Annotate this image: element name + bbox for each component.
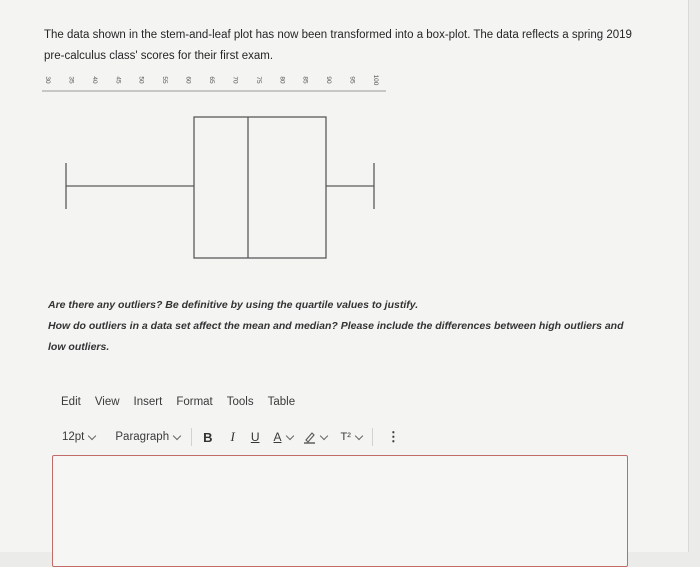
text-color-button[interactable] (274, 430, 293, 444)
axis-tick-label: 85 (301, 76, 309, 84)
chevron-down-icon (319, 431, 327, 439)
text-color-icon: A (273, 430, 282, 444)
question-mean-median-line-1: How do outliers in a data set affect the mean and median? Please include the differences between high outliers and (48, 320, 624, 332)
question-mean-median-line-2: low outliers. (48, 341, 110, 353)
chevron-down-icon (285, 431, 293, 439)
axis-tick-label: 65 (208, 76, 215, 84)
box-plot-figure (66, 117, 374, 258)
axis-tick-label: 100 (372, 74, 379, 86)
axis-tick-label: 95 (348, 76, 356, 84)
block-format-value: Paragraph (115, 431, 170, 443)
editor-menubar (61, 396, 295, 408)
more-vertical-icon[interactable]: ⋮ (386, 429, 400, 444)
bold-button[interactable]: B (203, 429, 213, 445)
axis-tick-label: 50 (137, 76, 145, 84)
chevron-down-icon (355, 431, 363, 439)
font-size-value: 12pt (62, 431, 85, 443)
menu-format[interactable]: Format (176, 396, 213, 408)
axis-tick-label: 35 (67, 76, 75, 84)
toolbar-divider (372, 428, 373, 446)
chevron-down-icon (88, 431, 96, 439)
question-outliers: Are there any outliers? Be definitive by using the quartile values to justify. (48, 299, 419, 311)
menu-table[interactable]: Table (267, 396, 296, 408)
highlighter-icon (303, 431, 316, 444)
axis-tick-label: 90 (325, 76, 333, 84)
prompt-line-2: pre-calculus class' scores for their first exam. (44, 50, 274, 62)
axis-tick-label: 80 (278, 76, 286, 84)
highlight-color-button[interactable] (303, 431, 327, 444)
axis-tick-label: 40 (90, 76, 98, 84)
menu-insert[interactable]: Insert (133, 396, 163, 408)
prompt-line-1: The data shown in the stem-and-leaf plot has now been transformed into a box-plot. The data reflects a spring 2019 (44, 29, 632, 41)
axis-tick-label: 30 (44, 76, 51, 84)
superscript-button[interactable] (341, 431, 362, 443)
italic-button[interactable]: I (230, 429, 235, 444)
answer-text-editor[interactable] (52, 455, 628, 567)
axis-tick-label: 55 (161, 76, 169, 84)
menu-edit[interactable]: Edit (61, 396, 81, 408)
editor-toolbar (62, 428, 400, 446)
underline-button[interactable]: U (250, 430, 260, 444)
toolbar-divider (191, 428, 192, 446)
font-size-dropdown[interactable] (62, 431, 95, 443)
axis-tick-label: 45 (114, 76, 122, 84)
menu-view[interactable]: View (94, 396, 120, 408)
chevron-down-icon (173, 431, 181, 439)
axis-tick-label: 75 (254, 76, 262, 84)
menu-tools[interactable]: Tools (226, 396, 254, 408)
iqr-box (194, 117, 326, 258)
superscript-icon: T² (340, 431, 351, 443)
questions-block (48, 295, 658, 358)
block-format-dropdown[interactable] (115, 431, 180, 443)
axis-tick-label: 70 (231, 76, 239, 84)
number-line-axis (42, 75, 386, 91)
axis-tick-label: 60 (184, 76, 192, 84)
